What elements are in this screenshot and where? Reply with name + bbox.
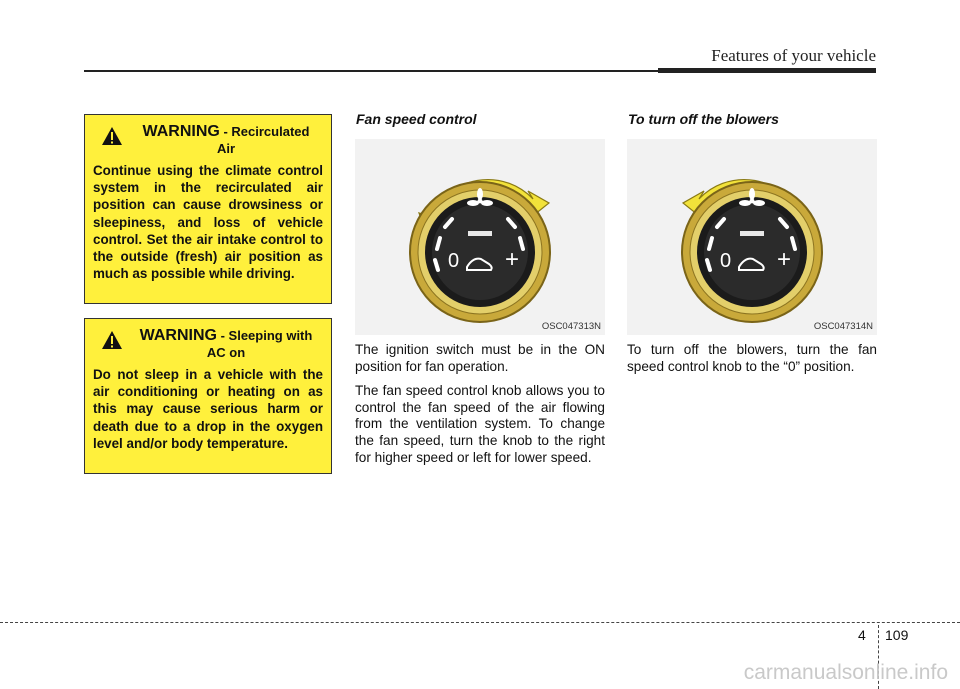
fan-speed-text <box>355 342 605 474</box>
warning-title <box>129 123 323 156</box>
knob-zero-label: 0 <box>720 250 732 272</box>
watermark-text: carmanualsonline.info <box>743 661 948 684</box>
warning-subtitle-continued: AC on <box>206 345 246 360</box>
chapter-number: 4 <box>858 627 866 643</box>
warning-subtitle: - Recirculated <box>219 124 310 139</box>
knob-plus-label: + <box>505 246 520 273</box>
knob-plus-label: + <box>777 246 792 273</box>
warning-body: Do not sleep in a vehicle with the air conditioning or heating on as this may cause serious harm or death due to a drop in the oxygen level and/or body temperature. <box>93 367 323 451</box>
footer-rule <box>0 622 960 623</box>
fan-knob-illustration <box>627 139 877 335</box>
warning-triangle-icon <box>101 330 123 350</box>
fan-knob-figure-right <box>355 139 605 335</box>
warning-box-recirculated-air <box>84 114 332 304</box>
turn-off-paragraph: To turn off the blowers, turn the fan speed control knob to the “0” position. <box>627 342 877 374</box>
fan-speed-paragraph: The fan speed control knob allows you to control the fan speed of the air flowing from the ventilation system. To change the fan speed, turn the knob to the right for higher speed or left for lower speed. <box>355 383 605 465</box>
page-number: 109 <box>885 627 909 643</box>
turn-off-heading: To turn off the blowers <box>628 111 779 127</box>
warning-title <box>129 327 323 360</box>
warning-box-sleeping-ac <box>84 318 332 474</box>
warning-body: Continue using the climate control system in the recirculated air position can cause drowsiness or sleepiness, and loss of vehicle control. Set the air intake control to the outside (fresh) air position as much as possible while driving. <box>93 163 323 282</box>
warning-header <box>93 327 323 360</box>
warning-word: WARNING <box>139 327 217 344</box>
turn-off-text <box>627 342 877 383</box>
figure-code: OSC047313N <box>541 321 601 332</box>
warning-triangle-icon <box>101 126 123 146</box>
figure-code: OSC047314N <box>813 321 873 332</box>
fan-speed-paragraph: The ignition switch must be in the ON position for fan operation. <box>355 342 605 374</box>
warning-subtitle-continued: Air <box>216 141 236 156</box>
fan-knob-illustration <box>355 139 605 335</box>
fan-knob-figure-left <box>627 139 877 335</box>
warning-subtitle: - Sleeping with <box>216 328 313 343</box>
warning-word: WARNING <box>142 123 220 140</box>
fan-speed-heading: Fan speed control <box>356 111 477 127</box>
knob-zero-label: 0 <box>448 250 460 272</box>
header-rule-accent <box>658 68 876 73</box>
warning-header <box>93 123 323 156</box>
page-header-title: Features of your vehicle <box>711 46 876 65</box>
